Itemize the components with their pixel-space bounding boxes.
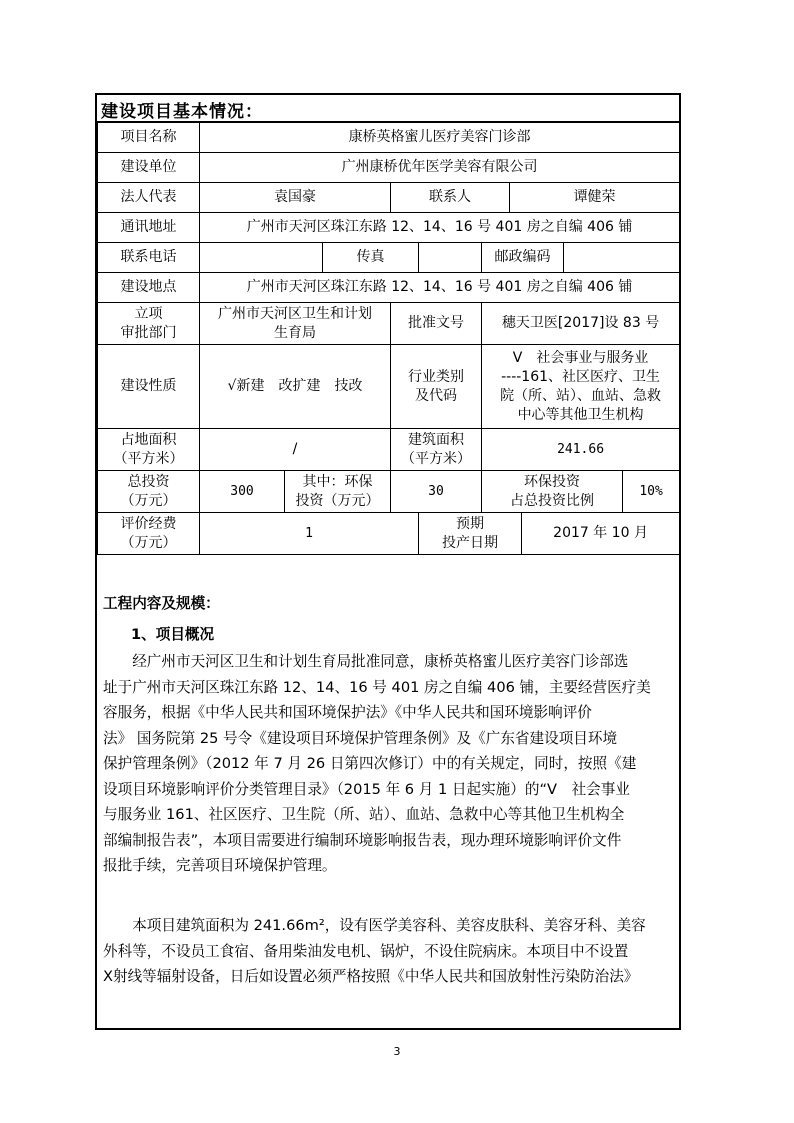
paragraph-line: 经广州市天河区卫生和计划生育局批准同意，康桥英格蜜儿医疗美容门诊部选 bbox=[103, 653, 629, 670]
paragraph-line: 址于广州市天河区珠江东路 12、14、16 号 401 房之自编 406 铺，主要经营医疗美 bbox=[103, 678, 651, 696]
industry-value: V 社会事业与服务业 ----161、社区医疗、卫生 院（所、站）、血站、急救 中心等其他卫生机构 bbox=[482, 345, 680, 429]
table-row bbox=[98, 153, 680, 183]
contact-value: 谭健荣 bbox=[510, 183, 680, 213]
table-row bbox=[98, 345, 680, 429]
builder-label: 建设单位 bbox=[98, 153, 200, 183]
env-ratio-value: 10% bbox=[623, 471, 680, 513]
contact-label: 联系人 bbox=[391, 183, 510, 213]
approval-dept-value: 广州市天河区卫生和计划 生育局 bbox=[200, 303, 391, 345]
table-row bbox=[98, 273, 680, 303]
nature-value: √新建 改扩建 技改 bbox=[200, 345, 391, 429]
table-row bbox=[98, 303, 680, 345]
phone-label: 联系电话 bbox=[98, 243, 200, 273]
land-area-value: / bbox=[200, 429, 391, 471]
table-row bbox=[98, 429, 680, 471]
env-investment-label: 其中：环保 投资（万元） bbox=[285, 471, 391, 513]
table-row bbox=[98, 213, 680, 243]
sub-heading: 1、项目概况 bbox=[131, 626, 215, 643]
paragraph-overview bbox=[103, 649, 677, 879]
fax-label: 传真 bbox=[323, 243, 419, 273]
industry-label: 行业类别 及代码 bbox=[391, 345, 482, 429]
page-number: 3 bbox=[393, 1045, 401, 1058]
total-investment-label: 总投资 （万元） bbox=[98, 471, 200, 513]
legal-rep-value: 袁国豪 bbox=[200, 183, 391, 213]
build-area-label: 建筑面积 （平方米） bbox=[391, 429, 482, 471]
builder-value: 广州康桥优年医学美容有限公司 bbox=[200, 153, 680, 183]
paragraph-line: 法》 国务院第 25 号令《建设项目环境保护管理条例》及《广东省建设项目环境 bbox=[103, 729, 618, 747]
paragraph-line: 设项目环境影响评价分类管理目录》（2015 年 6 月 1 日起实施）的“V 社会事业 bbox=[103, 780, 630, 798]
approval-no-label: 批准文号 bbox=[391, 303, 482, 345]
table-row bbox=[98, 123, 680, 153]
eval-fee-label: 评价经费 （万元） bbox=[98, 513, 200, 555]
paragraph-line: X射线等辐射设备，日后如设置必须严格按照《中华人民共和国放射性污染防治法》 bbox=[103, 968, 639, 985]
postcode-value bbox=[564, 243, 680, 273]
eval-fee-value: 1 bbox=[200, 513, 419, 555]
nature-label: 建设性质 bbox=[98, 345, 200, 429]
project-name-label: 项目名称 bbox=[98, 123, 200, 153]
prod-date-label: 预期 投产日期 bbox=[419, 513, 522, 555]
land-area-label: 占地面积 （平方米） bbox=[98, 429, 200, 471]
table-row bbox=[98, 471, 680, 513]
address-value: 广州市天河区珠江东路 12、14、16 号 401 房之自编 406 铺 bbox=[200, 213, 680, 243]
approval-no-value: 穗天卫医[2017]设 83 号 bbox=[482, 303, 680, 345]
site-label: 建设地点 bbox=[98, 273, 200, 303]
build-area-value: 241.66 bbox=[482, 429, 680, 471]
table-row bbox=[98, 513, 680, 555]
address-label: 通讯地址 bbox=[98, 213, 200, 243]
approval-dept-label: 立项 审批部门 bbox=[98, 303, 200, 345]
section-title: 建设项目基本情况： bbox=[101, 102, 263, 122]
env-investment-value: 30 bbox=[391, 471, 482, 513]
paragraph-area bbox=[103, 913, 677, 990]
total-investment-value: 300 bbox=[200, 471, 285, 513]
paragraph-line: 外科等，不设员工食宿、备用柴油发电机、锅炉，不设住院病床。本项目中不设置 bbox=[103, 942, 629, 960]
env-ratio-label: 环保投资 占总投资比例 bbox=[482, 471, 623, 513]
project-name-value: 康桥英格蜜儿医疗美容门诊部 bbox=[200, 123, 680, 153]
fax-value bbox=[419, 243, 482, 273]
paragraph-line: 与服务业 161、社区医疗、卫生院（所、站）、血站、急救中心等其他卫生机构全 bbox=[103, 806, 625, 823]
paragraph-line: 保护管理条例》（2012 年 7 月 26 日第四次修订）中的有关规定，同时，按照《建 bbox=[103, 755, 637, 772]
prod-date-value: 2017 年 10 月 bbox=[522, 513, 680, 555]
site-value: 广州市天河区珠江东路 12、14、16 号 401 房之自编 406 铺 bbox=[200, 273, 680, 303]
postcode-label: 邮政编码 bbox=[482, 243, 564, 273]
paragraph-line: 报批手续，完善项目环境保护管理。 bbox=[103, 857, 337, 874]
table-row bbox=[98, 243, 680, 273]
paragraph-line: 容服务，根据《中华人民共和国环境保护法》《中华人民共和国环境影响评价 bbox=[103, 704, 592, 721]
paragraph-line: 本项目建筑面积为 241.66m²，设有医学美容科、美容皮肤科、美容牙科、美容 bbox=[103, 917, 646, 934]
phone-value bbox=[200, 243, 323, 273]
table-row bbox=[98, 183, 680, 213]
legal-rep-label: 法人代表 bbox=[98, 183, 200, 213]
section-heading: 工程内容及规模： bbox=[103, 595, 220, 612]
paragraph-line: 部编制报告表”，本项目需要进行编制环境影响报告表，现办理环境影响评价文件 bbox=[103, 831, 622, 849]
project-info-table bbox=[97, 122, 680, 555]
